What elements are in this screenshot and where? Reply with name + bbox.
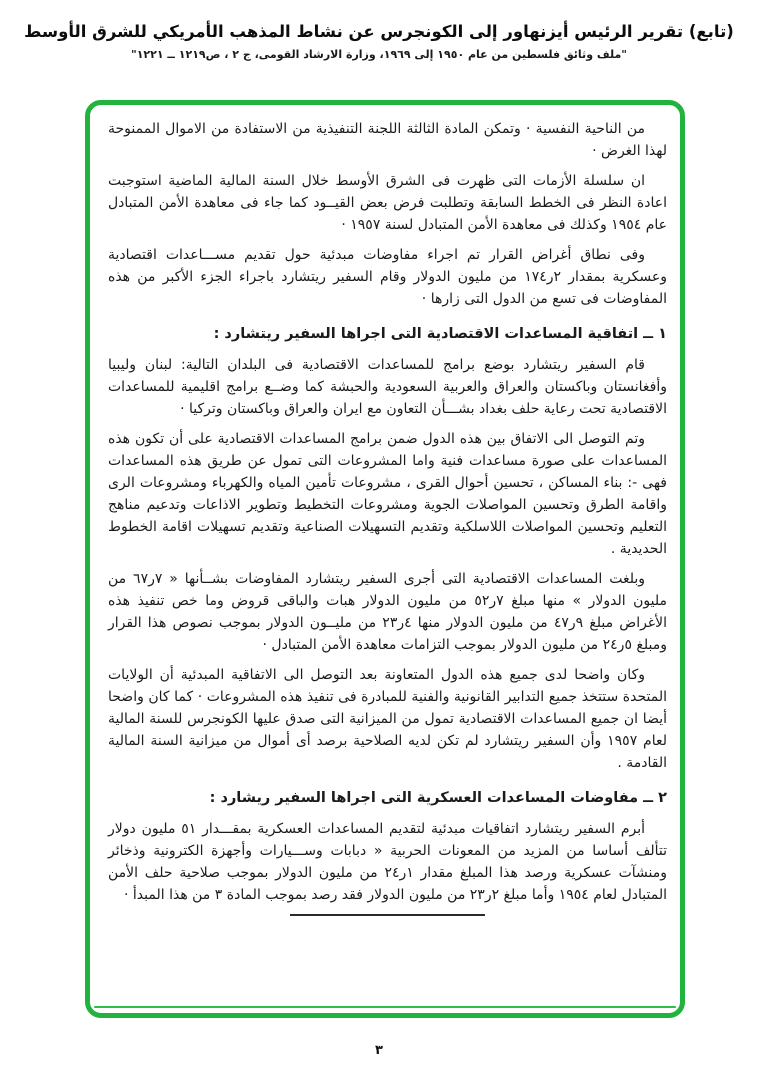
paragraph-6: وبلغت المساعدات الاقتصادية التى أجرى السفير ريتشارد المفاوضات بشــأنها « ٧ر٦٧ من مليون الدولار » منها مبلغ ٧ر٥٢ من مليون الدولار هبات والباقى قروض وما خص تنفيذ هذه الأغراض مبلغ ٩ر٤٧ من مليون الدولار منها ٤ر٢٣ من مليــون الدولار بموجب نصوص هذا القرار ومبلغ ٥ر٢٤ من مليون الدولار بموجب التزامات معاهدة الأمن المتبادل ·: [108, 571, 668, 653]
page-title: (تابع) تقرير الرئيس أيزنهاور إلى الكونجرس عن نشاط المذهب الأمريكي للشرق الأوسط: [24, 22, 734, 41]
source-citation: "ملف وثائق فلسطين من عام ١٩٥٠ إلى ١٩٦٩، وزارة الارشاد القومى، ج ٢ ، ص١٢١٩ ــ ١٢٢١": [130, 48, 627, 61]
page-number: ٣: [375, 1043, 383, 1058]
paragraph-2: ان سلسلة الأزمات التى ظهرت فى الشرق الأوسط خلال السنة المالية الماضية استوجبت اعادة النظر فى الخطط السابقة وتطلبت فرض بعض القيــود كما جاء فى معاهدة الأمن المتبادل عام ١٩٥٤ وكذلك فى معاهدة الأمن المتبادل لسنة ١٩٥٧ ·: [108, 173, 667, 233]
paragraph-4: قام السفير ريتشارد بوضع برامج للمساعدات الاقتصادية فى البلدان التالية: لبنان وليبيا وأفغانستان وباكستان والعراق والعربية السعودية والحبشة كما وضــع برامج اقليمية للمساعدات الاقتصادية تحت رعاية حلف بغداد بشـــأن التعاون مع ايران والعراق وباكستان وتركيا ·: [108, 357, 667, 417]
green-border-frame: [85, 100, 685, 1018]
end-divider: [290, 914, 485, 916]
section-heading-2: ٢ ــ مفاوضات المساعدات العسكرية التى اجراها السفير ريشارد :: [209, 790, 667, 806]
document-body: [90, 105, 680, 1013]
paragraph-3: وفى نطاق أغراض القرار تم اجراء مفاوضات مبدئية حول تقديم مســـاعدات اقتصادية وعسكرية بمقدار ٢ر١٧٤ من مليون الدولار وقام السفير ريتشارد باجراء الجزء الأكبر من هذه المفاوضات فى تسع من الدول التى زارها ·: [108, 247, 667, 307]
section-heading-1: ١ ــ اتفاقية المساعدات الاقتصادية التى اجراها السفير ريتشارد :: [213, 326, 667, 342]
paragraph-1: من الناحية النفسية · وتمكن المادة الثالثة اللجنة التنفيذية من الاستفادة من الاموال الممنوحة لهذا الغرض ·: [108, 121, 667, 159]
paragraph-5: وتم التوصل الى الاتفاق بين هذه الدول ضمن برامج المساعدات الاقتصادية على أن تكون هذه المساعدات على صورة مساعدات فنية واما المشروعات التى تمول عن طريق هذه المساعدات فهى -: بناء المساكن ، تحسين أحوال القرى ، مشروعات تأمين المياه والكهرباء ومشروعات الرى واقامة الطرق وتحسين المواصلات الجوية ومشروعات التخطيط وتطوير الاذاعات وتدعيم مناهج التعليم وتحسين المواصلات اللاسلكية وتقديم التسهيلات الصناعية وتقديم تسهيلات اقامة الخطوط الحديدية .: [108, 431, 667, 557]
paragraph-7: وكان واضحا لدى جميع هذه الدول المتعاونة بعد التوصل الى الاتفاقية المبدئية أن الولايات المتحدة ستتخذ جميع التدابير القانونية والفنية للمبادرة فى تنفيذ هذه المشروعات · كما كان واضحا أيضا ان جميع المساعدات الاقتصادية تمول من الميزانية التى صدق عليها الكونجرس للسنة المالية لعام ١٩٥٧ وأن السفير ريتشارد لم تكن لديه الصلاحية برصد أى أموال من ميزانية السنة المالية القادمة .: [108, 667, 667, 771]
paragraph-8: أبرم السفير ريتشارد اتفاقيات مبدئية لتقديم المساعدات العسكرية بمقـــدار ٥١ مليون دولار تتألف أساسا من المزيد من المعونات الحربية « دبابات وســـيارات وأجهزة الكترونية وذخائر ومنشآت عسكرية ورصد هذا المبلغ مقدار ١ر٢٤ من مليون الدولار بموجب صلاحية حلف الأمن المتبادل لعام ١٩٥٤ وأما مبلغ ٢ر٢٣ من مليون الدولار فقد رصد بموجب المادة ٣ من هذا المبدأ ·: [108, 821, 667, 903]
document-header: [0, 22, 758, 61]
